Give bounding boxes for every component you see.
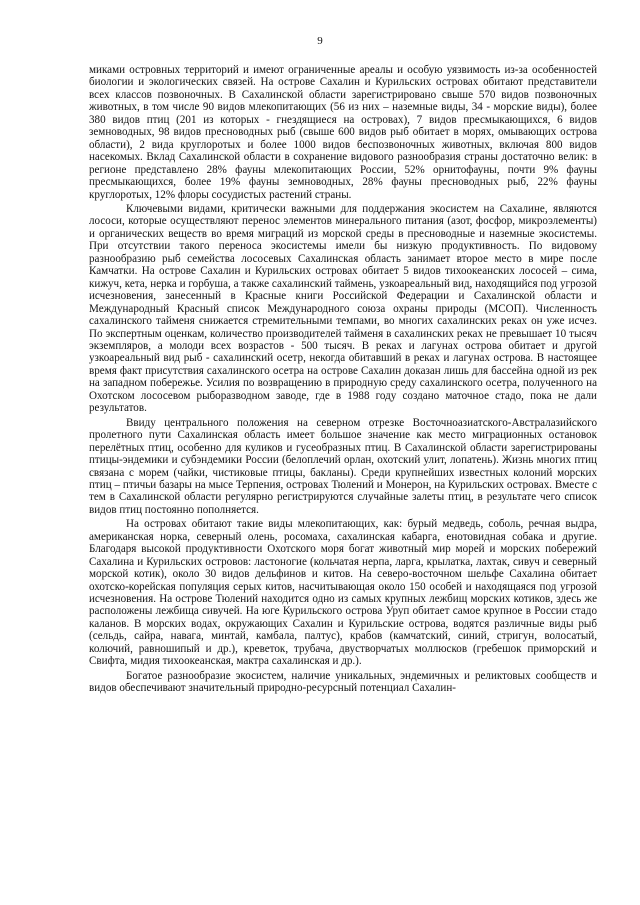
page-number: 9 bbox=[317, 35, 323, 47]
paragraph-migratory-birds: Ввиду центрального положения на северном отрезке Восточноазиатского-Австралазийского пролетного пути Сахалинская область имеет большое значение как место миграционных остановок перелётных птиц, особенно для куликов и гусеобразных птиц. В Сахалинской области зарегистрированы птицы-эндемики и субэндемики России (белоплечий орлан, охотский улит, лопатень). Жизнь многих птиц связана с морем (чайки, чистиковые птицы, бакланы). Среди крупнейших известных колоний морских птиц – птичьи базары на мысе Терпения, островах Тюлений и Монерон, на Курильских островах. Вместе с тем в Сахалинской области регулярно регистрируются случайные залеты птиц, в результате чего список видов птиц постоянно пополняется. bbox=[89, 416, 597, 516]
paragraph-mammals-marine-life: На островах обитают такие виды млекопитающих, как: бурый медведь, соболь, речная выдра, американская норка, северный олень, росомаха, сахалинская кабарга, енотовидная собака и другие. Благодаря высокой продуктивности Охотского моря богат животный мир морей и морских побережий Сахалина и Курильских островов: ластоногие (кольчатая нерпа, ларга, крылатка, лахтак, сивуч и северный морской котик), около 30 видов дельфинов и китов. На северо-восточном шельфе Сахалина обитает охотско-корейская популяция серых китов, насчитывающая около 150 особей и находящаяся под угрозой исчезновения. На острове Тюлений находится одно из самых крупных лежбищ морских котиков, здесь же расположены лежбища сивучей. На юге Курильского острова Уруп обитает самое крупное в России стадо каланов. В морских водах, окружающих Сахалин и Курильские острова, водятся различные виды рыб (сельдь, сайра, навага, минтай, камбала, палтус), крабов (камчатский, синий, стригун, волосатый, колючий, равношипый и др.), креветок, трубача, двустворчатых моллюсков (гребешок приморский и Свифта, мидия тихоокеанская, мактра сахалинская и др.). bbox=[89, 518, 597, 668]
body-text bbox=[89, 64, 597, 697]
paragraph-vertebrate-diversity: миками островных территорий и имеют ограниченные ареалы и особую уязвимость из-за особенностей биологии и экологических связей. На острове Сахалин и Курильских островах обитают представители всех классов позвоночных. В Сахалинской области зарегистрировано свыше 570 видов позвоночных животных, в том числе 90 видов млекопитающих (56 из них – наземные виды, 34 - морские виды), более 380 видов птиц (201 из которых - гнездящиеся на островах), 7 видов пресмыкающихся, 6 видов земноводных, 98 видов пресноводных рыб (свыше 600 видов рыб обитает в морях, омывающих острова области), 2 вида круглоротых и более 1000 видов беспозвоночных животных, включая 800 видов насекомых. Вклад Сахалинской области в сохранение видового разнообразия страны достаточно велик: в регионе представлено 28% фауны млекопитающих России, 52% орнитофауны, почти 9% фауны пресмыкающихся, более 19% фауны земноводных, 28% фауны пресноводных рыб, 22% фауны круглоротых, 12% флоры сосудистых растений страны. bbox=[89, 64, 597, 201]
paragraph-ecosystem-potential: Богатое разнообразие экосистем, наличие уникальных, эндемичных и реликтовых сообществ и видов обеспечивают значительный природно-ресурсный потенциал Сахалин- bbox=[89, 669, 597, 695]
paragraph-salmon-key-species: Ключевыми видами, критически важными для поддержания экосистем на Сахалине, являются лососи, которые осуществляют перенос элементов минерального питания (азот, фосфор, микроэлементы) и органических веществ во время миграций из морской среды в пресноводные и наземные экосистемы. При отсутствии такого переноса экосистемы имели бы низкую продуктивность. По видовому разнообразию рыб семейства лососевых Сахалинская область занимает второе место в мире после Камчатки. На острове Сахалин и Курильских островах обитает 5 видов тихоокеанских лососей – сима, кижуч, кета, нерка и горбуша, а также сахалинский таймень, узкоареальный вид, находящийся под угрозой исчезновения, занесенный в Красные книги Российской Федерации и Сахалинской области и Международный Красный список Международного союза охраны природы (МСОП). Численность сахалинского тайменя снижается стремительными темпами, во многих сахалинских реках он уже исчез. По экспертным оценкам, количество производителей тайменя в сахалинских реках не превышает 10 тысяч экземпляров, а молоди всех возрастов - 500 тысяч. В реках и лагунах острова обитает и другой узкоареальный вид рыб - сахалинский осетр, некогда обитавший в реках и лагунах острова. В настоящее время факт присутствия сахалинского осетра на острове Сахалин доказан лишь для бассейна одной из рек на западном побережье. Усилия по возвращению в природную среду сахалинского осетра, полученного на Охотском лососевом рыборазводном заводе, где в 1988 году создано маточное стадо, пока не дали результатов. bbox=[89, 202, 597, 415]
